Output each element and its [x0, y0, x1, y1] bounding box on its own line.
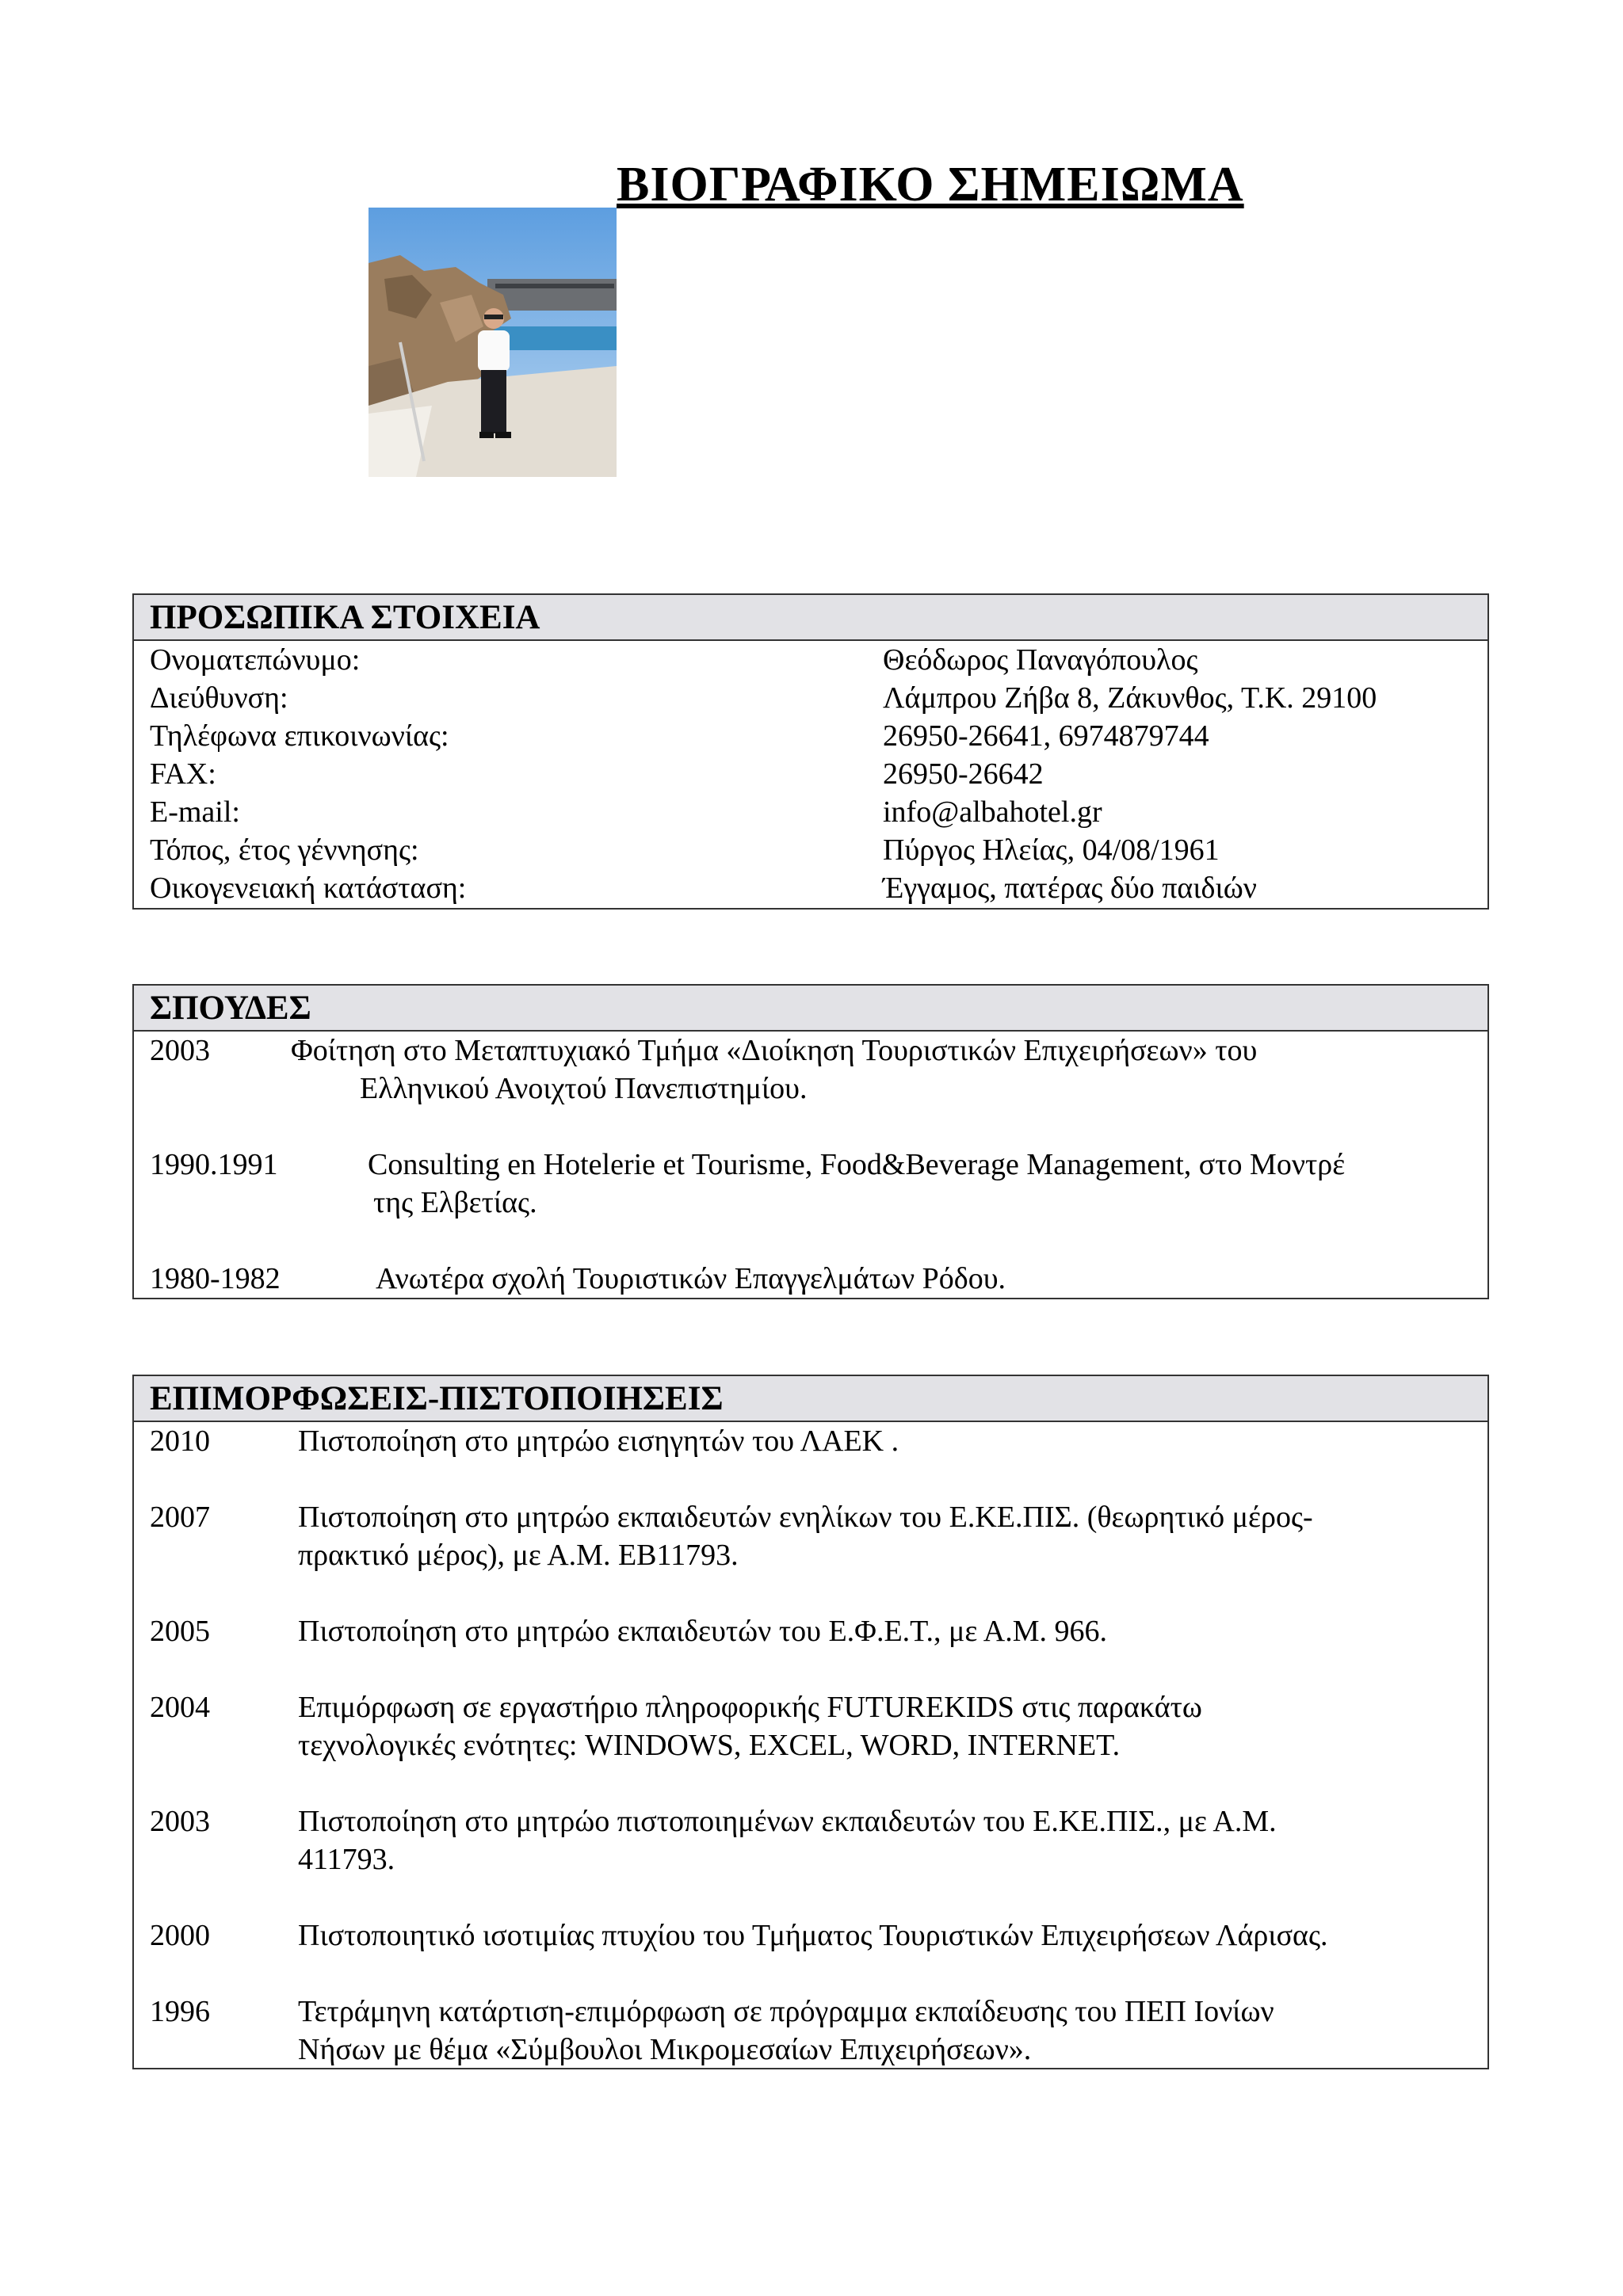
- training-entry: [134, 1422, 1487, 1498]
- training-text: Πιστοποίηση στο μητρώο εκπαιδευτών ενηλίκων του Ε.ΚΕ.ΠΙΣ. (θεωρητικό μέρος-: [298, 1501, 1313, 1534]
- info-label: E-mail:: [150, 795, 240, 829]
- info-row: [134, 717, 1487, 755]
- training-year: 1996: [150, 1995, 210, 2028]
- info-value: Έγγαμος, πατέρας δύο παιδιών: [883, 871, 1257, 905]
- training-text-cont: πρακτικό μέρος), με Α.Μ. ΕΒ11793.: [298, 1539, 739, 1572]
- training-text: Τετράμηνη κατάρτιση-επιμόρφωση σε πρόγραμμα εκπαίδευσης του ΠΕΠ Ιονίων: [298, 1995, 1274, 2028]
- study-year: 1990.1991: [150, 1148, 278, 1181]
- study-text: Consulting en Hotelerie et Tourisme, Food&Beverage Management, στο Μοντρέ: [368, 1148, 1346, 1181]
- training-text: Πιστοποίηση στο μητρώο εισηγητών του ΛΑΕΚ .: [298, 1425, 899, 1458]
- study-entry: [134, 1260, 1487, 1298]
- training-entry: [134, 1688, 1487, 1802]
- study-text: Φοίτηση στο Μεταπτυχιακό Τμήμα «Διοίκηση Τουριστικών Επιχειρήσεων» του: [291, 1034, 1258, 1067]
- training-text: Πιστοποίηση στο μητρώο εκπαιδευτών του Ε.Φ.Ε.Τ., με Α.Μ. 966.: [298, 1615, 1108, 1648]
- info-value: 26950-26641, 6974879744: [883, 719, 1209, 753]
- info-label: Τηλέφωνα επικοινωνίας:: [150, 719, 449, 753]
- training-year: 2000: [150, 1919, 210, 1952]
- training-entry: [134, 1498, 1487, 1612]
- training-text: Πιστοποιητικό ισοτιμίας πτυχίου του Τμήματος Τουριστικών Επιχειρήσεων Λάρισας.: [298, 1919, 1328, 1952]
- study-year: 2003: [150, 1034, 210, 1067]
- info-value: Πύργος Ηλείας, 04/08/1961: [883, 833, 1220, 867]
- training-year: 2005: [150, 1615, 210, 1648]
- training-text-cont: Νήσων με θέμα «Σύμβουλοι Μικρομεσαίων Επιχειρήσεων».: [298, 2033, 1032, 2066]
- study-text-cont: Ελληνικού Ανοιχτού Πανεπιστημίου.: [360, 1072, 808, 1105]
- training-entry: [134, 1993, 1487, 2069]
- training-entry: [134, 1802, 1487, 1917]
- training-text: Πιστοποίηση στο μητρώο πιστοποιημένων εκπαιδευτών του Ε.ΚΕ.ΠΙΣ., με Α.Μ.: [298, 1805, 1277, 1838]
- info-label: Διεύθυνση:: [150, 681, 288, 715]
- training-year: 2010: [150, 1425, 210, 1458]
- info-row: [134, 793, 1487, 831]
- info-label: Οικογενειακή κατάσταση:: [150, 871, 467, 905]
- info-row: [134, 679, 1487, 717]
- info-label: Ονοματεπώνυμο:: [150, 643, 361, 677]
- study-entry: [134, 1032, 1487, 1146]
- training-year: 2004: [150, 1691, 210, 1724]
- studies-heading: ΣΠΟΥΔΕΣ: [134, 986, 1487, 1032]
- info-value: info@albahotel.gr: [883, 795, 1102, 829]
- info-row: [134, 641, 1487, 679]
- info-row: [134, 869, 1487, 907]
- training-text: Επιμόρφωση σε εργαστήριο πληροφορικής FUTUREKIDS στις παρακάτω: [298, 1691, 1202, 1724]
- study-entry: [134, 1146, 1487, 1260]
- study-year: 1980-1982: [150, 1262, 281, 1295]
- info-value: Λάμπρου Ζήβα 8, Ζάκυνθος, Τ.Κ. 29100: [883, 681, 1377, 715]
- info-value: 26950-26642: [883, 757, 1044, 791]
- training-year: 2003: [150, 1805, 210, 1838]
- info-label: Τόπος, έτος γέννησης:: [150, 833, 419, 867]
- study-text-cont: της Ελβετίας.: [373, 1186, 537, 1219]
- personal-info-section: [132, 593, 1489, 910]
- training-year: 2007: [150, 1501, 210, 1534]
- training-section: [132, 1375, 1489, 2069]
- training-heading: ΕΠΙΜΟΡΦΩΣΕΙΣ-ΠΙΣΤΟΠΟΙΗΣΕΙΣ: [134, 1376, 1487, 1422]
- training-text-cont: τεχνολογικές ενότητες: WINDOWS, EXCEL, WORD, INTERNET.: [298, 1729, 1121, 1762]
- training-text-cont: 411793.: [298, 1843, 395, 1876]
- studies-section: [132, 984, 1489, 1299]
- training-entry: [134, 1612, 1487, 1688]
- info-row: [134, 755, 1487, 793]
- study-text: Ανωτέρα σχολή Τουριστικών Επαγγελμάτων Ρόδου.: [376, 1262, 1006, 1295]
- info-label: FAX:: [150, 757, 216, 791]
- profile-photo: [369, 208, 617, 477]
- info-value: Θεόδωρος Παναγόπουλος: [883, 643, 1198, 677]
- personal-info-heading: ΠΡΟΣΩΠΙΚΑ ΣΤΟΙΧΕΙΑ: [134, 595, 1487, 641]
- page-title: ΒΙΟΓΡΑΦΙΚΟ ΣΗΜΕΙΩΜΑ: [617, 158, 1244, 212]
- info-row: [134, 831, 1487, 869]
- training-entry: [134, 1917, 1487, 1993]
